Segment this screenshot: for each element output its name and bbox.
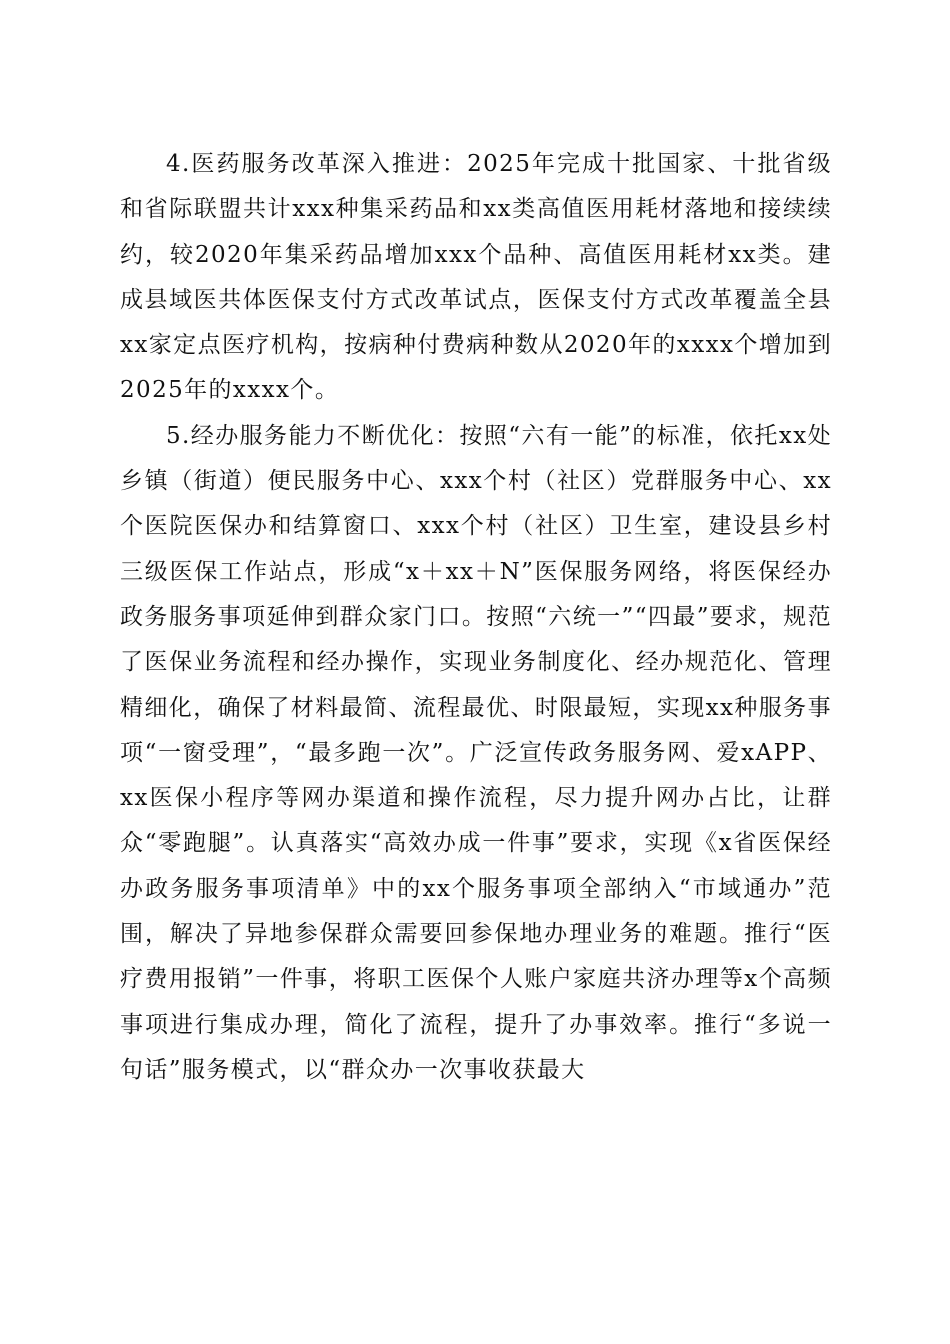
paragraph-service-capacity: 5.经办服务能力不断优化：按照“六有一能”的标准，依托xx处乡镇（街道）便民服务中心、xxx个村（社区）党群服务中心、xx个医院医保办和结算窗口、xxx个村（社区）卫生室，建设县乡村三级医保工作站点，形成“x＋xx＋N”医保服务网络，将医保经办政务服务事项延伸到群众家门口。按照“六统一”“四最”要求，规范了医保业务流程和经办操作，实现业务制度化、经办规范化、管理精细化，确保了材料最简、流程最优、时限最短，实现xx种服务事项“一窗受理”，“最多跑一次”。广泛宣传政务服务网、爱xAPP、xx医保小程序等网办渠道和操作流程，尽力提升网办占比，让群众“零跑腿”。认真落实“高效办成一件事”要求，实现《x省医保经办政务服务事项清单》中的xx个服务事项全部纳入“市域通办”范围，解决了异地参保群众需要回参保地办理业务的难题。推行“医疗费用报销”一件事，将职工医保个人账户家庭共济办理等x个高频事项进行集成办理，简化了流程，提升了办事效率。推行“多说一句话”服务模式，以“群众办一次事收获最大 <box>120 422 832 1083</box>
document-body <box>120 142 832 1093</box>
paragraph-medical-service-reform: 4.医药服务改革深入推进：2025年完成十批国家、十批省级和省际联盟共计xxx种集采药品和xx类高值医用耗材落地和接续续约，较2020年集采药品增加xxx个品种、高值医用耗材xx类。建成县域医共体医保支付方式改革试点，医保支付方式改革覆盖全县xx家定点医疗机构，按病种付费病种数从2020年的xxxx个增加到2025年的xxxx个。 <box>120 151 832 404</box>
